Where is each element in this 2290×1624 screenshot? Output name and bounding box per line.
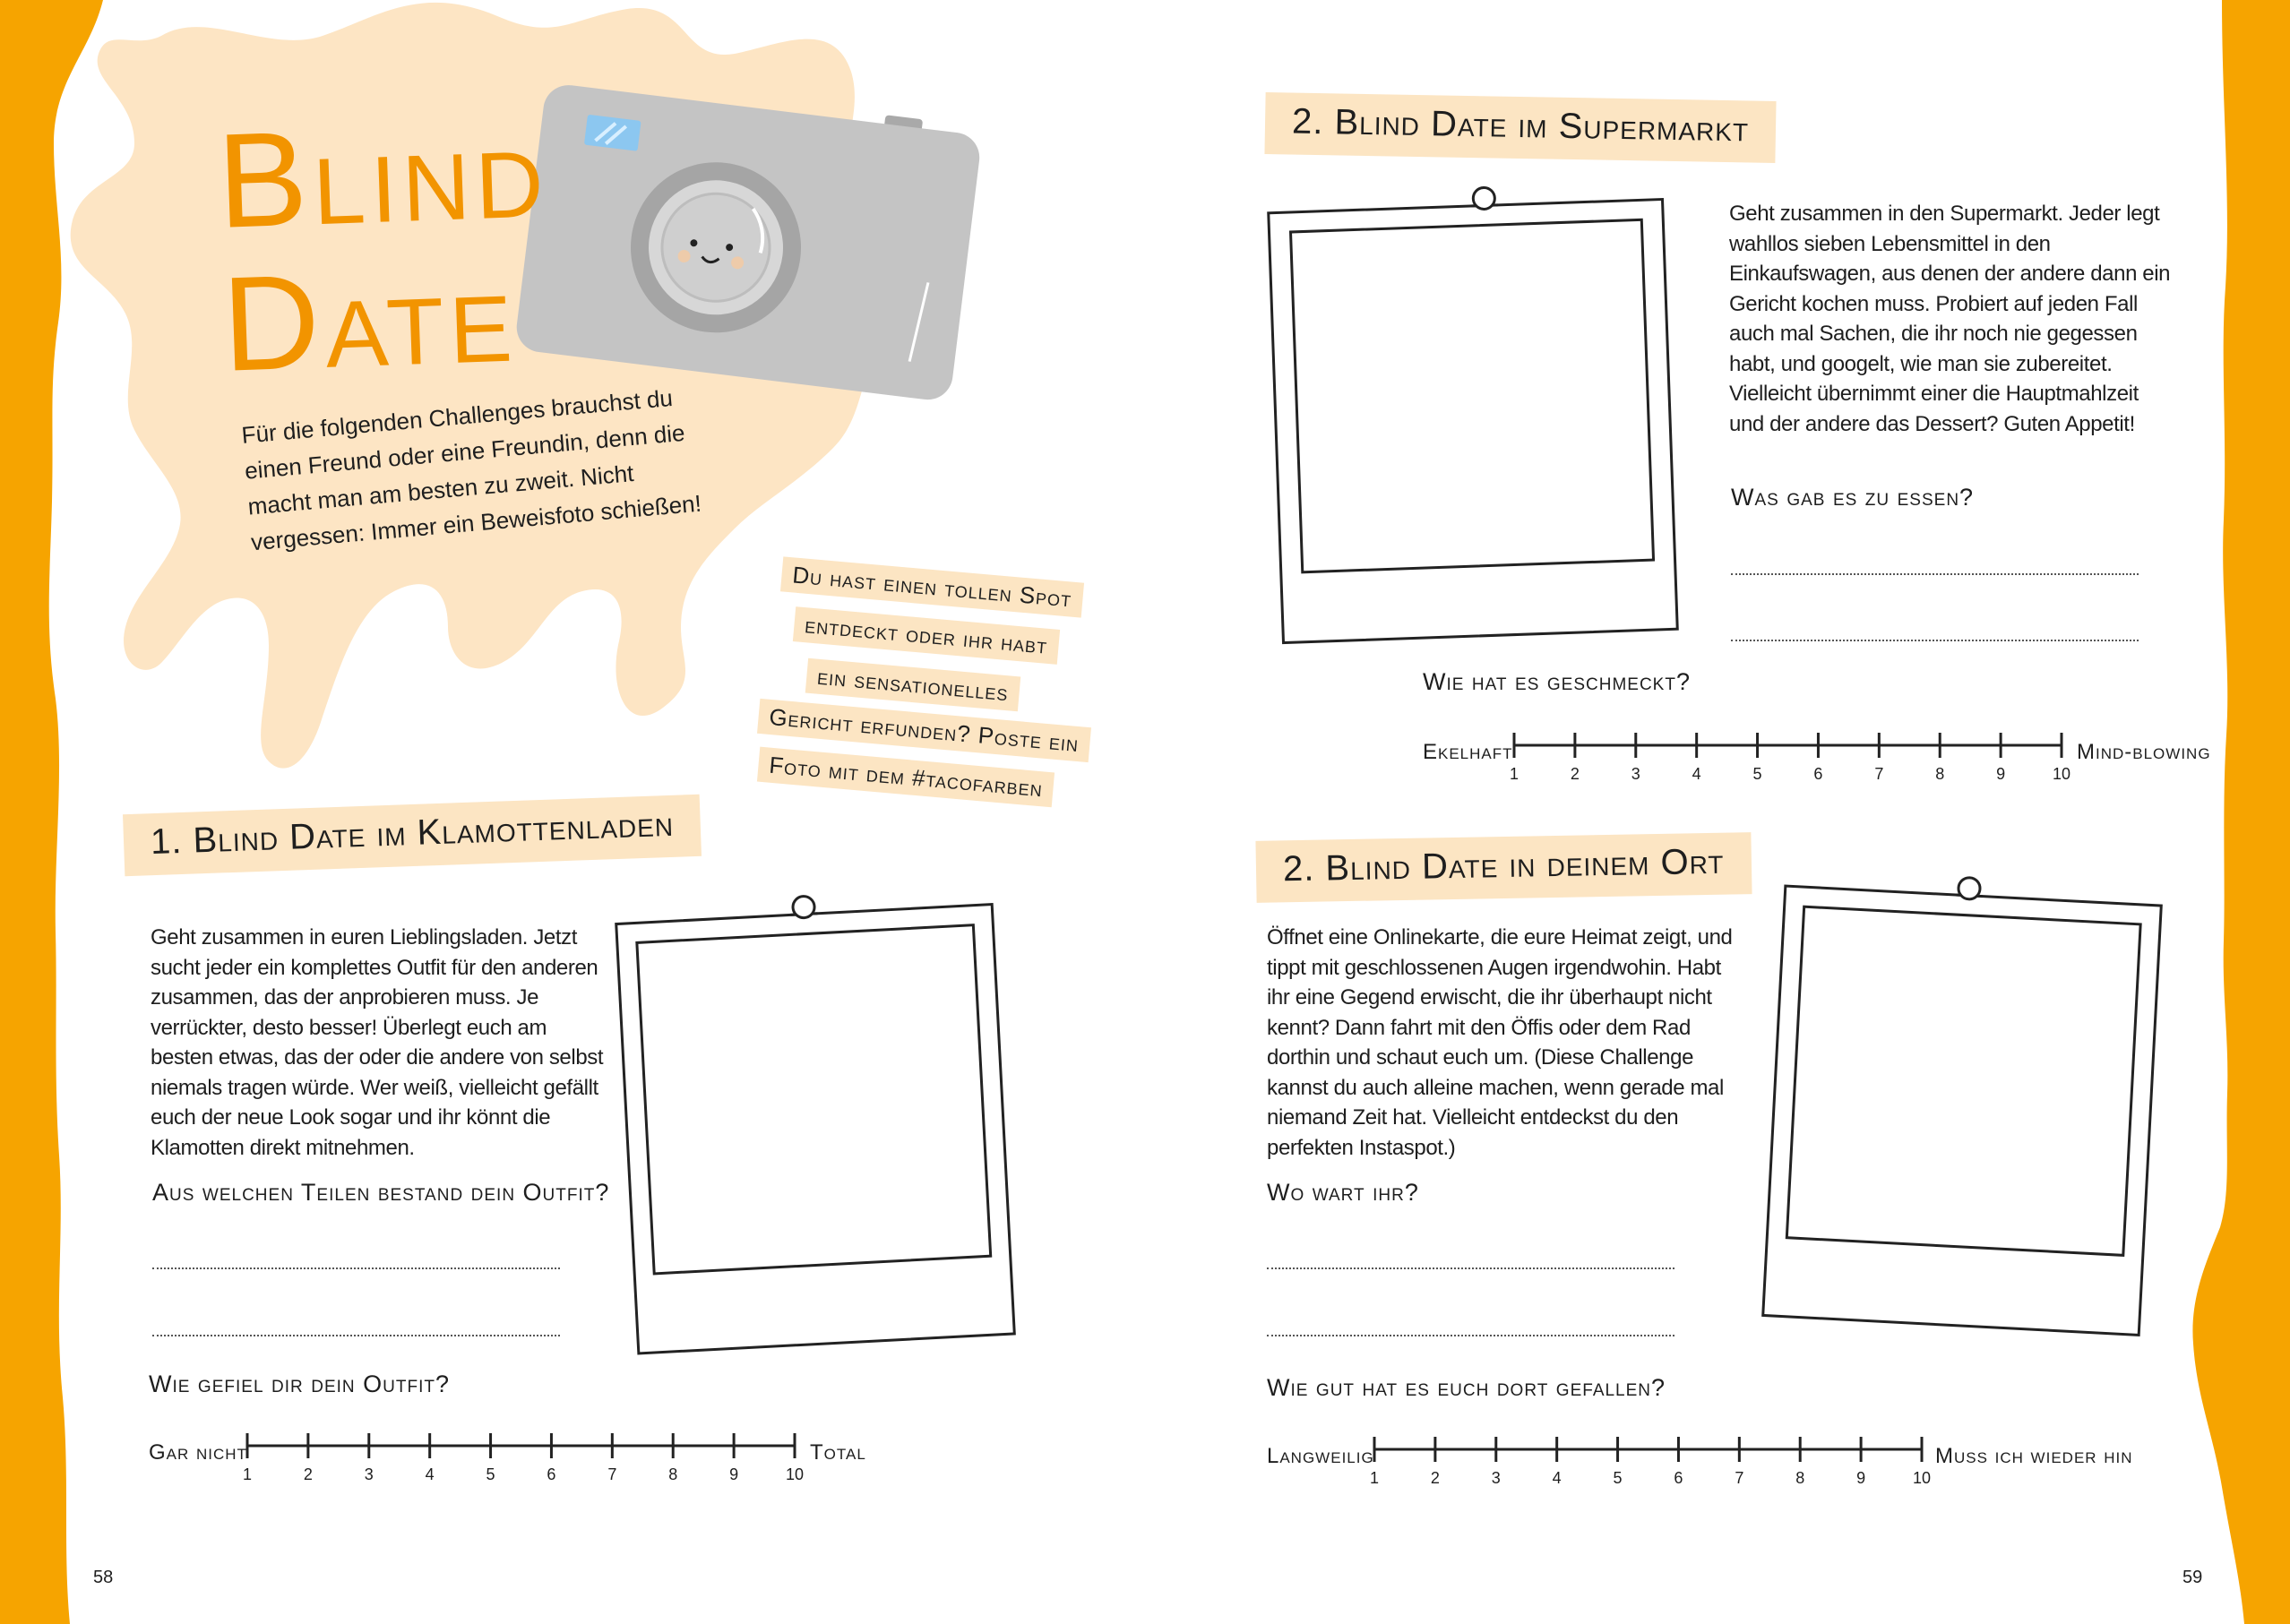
answer-line-1[interactable] (152, 1267, 560, 1269)
challenge-2-header: 2. Blind Date im Supermarkt (1264, 92, 1776, 163)
challenge-2-question: Was gab es zu essen? (1731, 484, 1975, 511)
challenge-3-text: Öffnet eine Onlinekarte, die eure Heimat zeigt, und tippt mit geschlossenen Augen irgendwohin. Habt ihr eine Gegend erwischt, die ihr überhaupt nicht kennt? Dann fahrt mit den Öffis oder dem Rad dorthin und schaut euch um. (Diese Challenge kannst du auch alleine machen, wenn gerade mal niemand Zeit hat. Vielleicht entdeckst du den perfekten Instaspot.) (1267, 925, 1733, 1160)
challenge-1-rating-question: Wie gefiel dir dein Outfit? (149, 1371, 450, 1397)
scale-1-number: 9 (729, 1465, 739, 1483)
scale-3-number: 4 (1552, 1469, 1562, 1487)
scale-3-number: 5 (1613, 1469, 1623, 1487)
scale-3-max-label: Muss ich wieder hin (1935, 1444, 2133, 1468)
scale-2-max-label: Mind-blowing (2077, 740, 2211, 764)
scale-3-number: 6 (1674, 1469, 1683, 1487)
challenge-3-rating-question: Wie gut hat es euch dort gefallen? (1267, 1374, 1666, 1401)
scale-2-number: 3 (1631, 765, 1640, 783)
scale-1-number: 6 (547, 1465, 556, 1483)
scale-3-number: 9 (1856, 1469, 1866, 1487)
right-orange-drip (2192, 0, 2290, 1624)
scale-1-number: 10 (785, 1465, 805, 1483)
scale-3-number: 7 (1735, 1469, 1744, 1487)
challenge-1-header: 1. Blind Date im Klamottenladen (123, 795, 702, 876)
scale-3-min-label: Langweilig (1267, 1444, 1374, 1468)
challenge-2-rating-question: Wie hat es geschmeckt? (1423, 668, 1691, 695)
rating-scale-2[interactable] (1509, 729, 2073, 765)
tag-line-2: entdeckt oder ihr habt (793, 606, 1060, 665)
page-number-right: 59 (2182, 1568, 2203, 1587)
answer-line-4[interactable] (1731, 640, 2139, 641)
scale-1-number: 5 (486, 1465, 495, 1483)
tag-line-4: Gericht erfunden? Poste ein (757, 699, 1091, 762)
scale-3-number: 8 (1795, 1469, 1805, 1487)
scale-3-number: 1 (1369, 1469, 1380, 1487)
scale-2-number: 5 (1752, 765, 1762, 783)
scale-2-number: 8 (1935, 765, 1945, 783)
scale-2-min-label: Ekelhaft (1423, 740, 1513, 764)
scale-2-number: 7 (1874, 765, 1884, 783)
rating-scale-1[interactable] (242, 1430, 806, 1465)
scale-1-number: 8 (668, 1465, 678, 1483)
intro-text: Für die folgenden Challenges brauchst du einen Freund oder eine Freundin, denn die macht man am besten zu zweit. Nicht vergessen: Immer ein Beweisfoto schießen! (240, 383, 702, 556)
tag-line-3: ein sensationelles (805, 658, 1020, 712)
scale-3-number: 10 (1912, 1469, 1932, 1487)
scale-2-number: 6 (1813, 765, 1823, 783)
answer-line-2[interactable] (152, 1335, 560, 1336)
challenge-3-header: 2. Blind Date in deinem Ort (1255, 832, 1752, 903)
scale-2-number: 1 (1509, 765, 1519, 783)
challenge-2-text: Geht zusammen in den Supermarkt. Jeder legt wahllos sieben Lebensmittel in den Einkaufswagen, aus denen der andere dann ein Gericht kochen muss. Probiert auf jeden Fall auch mal Sachen, die ihr noch nie gegessen habt, und googelt, wie man sie zubereitet. Vielleicht übernimmt einer die Hauptmahlzeit und der andere das Dessert? Guten Appetit! (1729, 202, 2171, 436)
photo-frame-3[interactable] (1756, 869, 2177, 1353)
scale-2-number: 9 (1996, 765, 2006, 783)
photo-frame-2[interactable] (1254, 170, 1693, 672)
scale-1-max-label: Total (810, 1440, 866, 1465)
scale-3-number: 3 (1491, 1469, 1501, 1487)
answer-line-5[interactable] (1267, 1267, 1674, 1269)
scale-2-number: 10 (2052, 765, 2071, 783)
scale-2-number: 4 (1692, 765, 1701, 783)
camera-illustration (514, 73, 984, 402)
challenge-1-question: Aus welchen Teilen bestand dein Outfit? (152, 1179, 610, 1206)
scale-1-number: 7 (607, 1465, 617, 1483)
scale-1-min-label: Gar nicht (149, 1440, 247, 1465)
tag-line-1: Du hast einen tollen Spot (780, 556, 1084, 617)
scale-1-number: 1 (242, 1465, 253, 1483)
page-title: Blind Date (214, 94, 551, 400)
scale-2-number: 2 (1570, 765, 1580, 783)
challenge-3-question: Wo wart ihr? (1267, 1179, 1419, 1206)
page-number-left: 58 (93, 1568, 114, 1587)
scale-1-number: 4 (425, 1465, 435, 1483)
answer-line-3[interactable] (1731, 573, 2139, 575)
scale-1-number: 3 (364, 1465, 374, 1483)
photo-frame-1[interactable] (609, 887, 1030, 1371)
challenge-1-text: Geht zusammen in euren Lieblingsladen. Jetzt sucht jeder ein komplettes Outfit für den anderen zusammen, das der anprobieren muss. Je verrückter, desto besser! Überlegt euch am besten etwas, das der oder die andere von selbst niemals tragen würde. Wer weiß, vielleicht gefällt euch der neue Look sogar und ihr könnt die Klamotten direkt mitnehmen. (151, 925, 604, 1160)
tag-line-5: Foto mit dem #tacofarben (757, 747, 1055, 808)
rating-scale-3[interactable] (1369, 1433, 1933, 1469)
scale-3-number: 2 (1430, 1469, 1440, 1487)
scale-1-number: 2 (303, 1465, 313, 1483)
answer-line-6[interactable] (1267, 1335, 1674, 1336)
